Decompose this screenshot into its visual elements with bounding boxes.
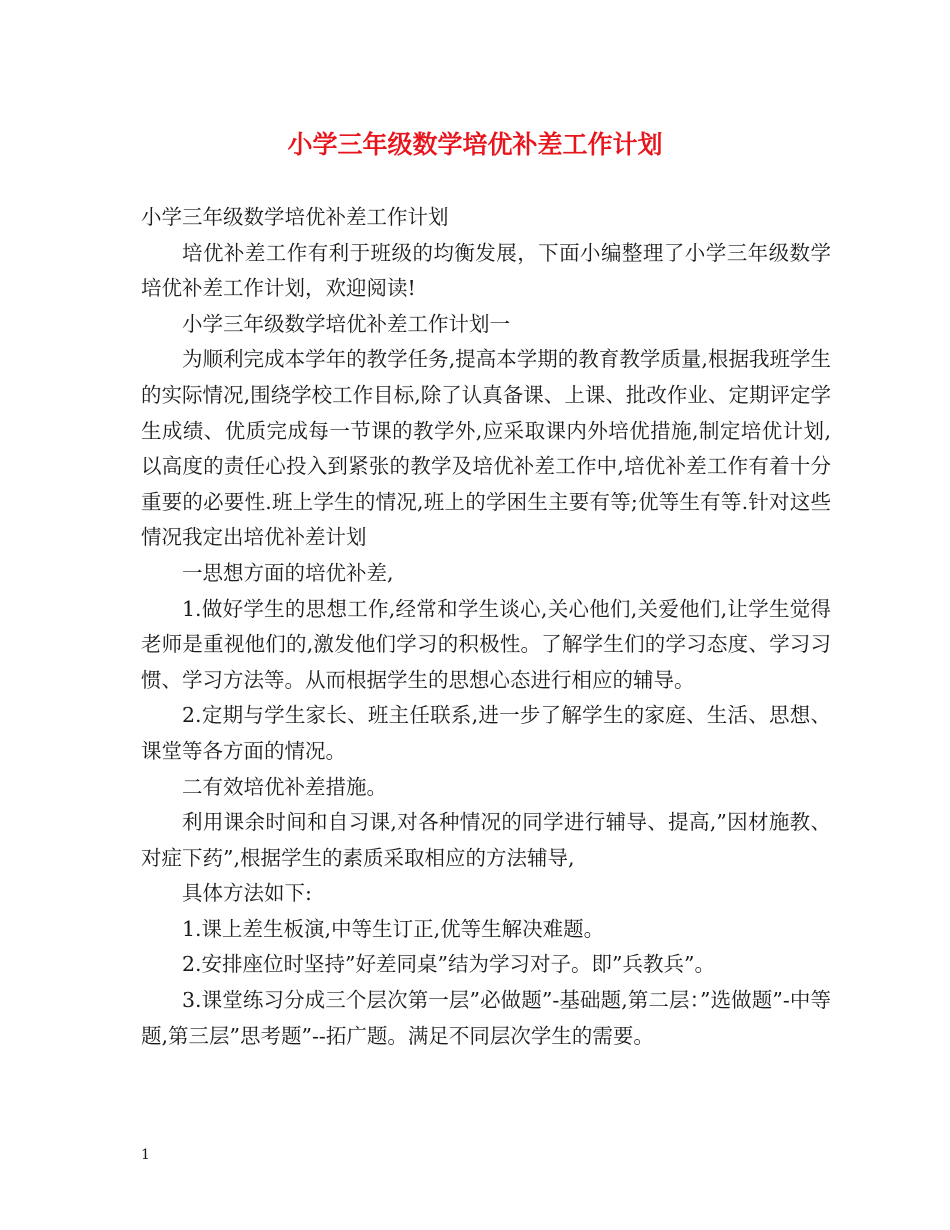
paragraph: 小学三年级数学培优补差工作计划 <box>141 205 449 229</box>
paragraph: 二有效培优补差措施。 <box>182 774 387 799</box>
paragraph: 2.安排座位时坚持”好差同桌”结为学习对子。即”兵教兵”。 <box>182 952 715 977</box>
document-title: 小学三年级数学培优补差工作计划 <box>287 130 663 159</box>
page-number: 1 <box>141 1147 150 1163</box>
paragraph: 具体方法如下: <box>182 881 312 906</box>
paragraph: 小学三年级数学培优补差工作计划一 <box>182 311 510 336</box>
document-body <box>141 200 831 1054</box>
paragraph: 3.课堂练习分成三个层次第一层”必做题”-基础题,第二层：”选做题”-中等题,第三层”思考题”--拓广题。满足不同层次学生的需要。 <box>141 988 831 1048</box>
paragraph: 1.课上差生板演,中等生订正,优等生解决难题。 <box>182 916 605 941</box>
paragraph: 培优补差工作有利于班级的均衡发展，下面小编整理了小学三年级数学培优补差工作计划，欢迎阅读! <box>141 240 831 301</box>
paragraph: 一思想方面的培优补差, <box>182 560 394 585</box>
paragraph: 2.定期与学生家长、班主任联系,进一步了解学生的家庭、生活、思想、课堂等各方面的情况。 <box>141 703 831 763</box>
paragraph: 利用课余时间和自习课,对各种情况的同学进行辅导、提高,”因材施教、对症下药”,根据学生的素质采取相应的方法辅导, <box>141 810 831 870</box>
paragraph: 1.做好学生的思想工作,经常和学生谈心,关心他们,关爱他们,让学生觉得老师是重视他们的,激发他们学习的积极性。了解学生们的学习态度、学习习惯、学习方法等。从而根据学生的思想心态进行相应的辅导。 <box>141 596 831 692</box>
paragraph: 为顺利完成本学年的教学任务,提高本学期的教育教学质量,根据我班学生的实际情况,围绕学校工作目标,除了认真备课、上课、批改作业、定期评定学生成绩、优质完成每一节课的教学外,应采取课内外培优措施,制定培优计划,以高度的责任心投入到紧张的教学及培优补差工作中,培优补差工作有着十分重要的必要性.班上学生的情况,班上的学困生主要有等;优等生有等.针对这些情况我定出培优补差计划 <box>141 347 831 550</box>
